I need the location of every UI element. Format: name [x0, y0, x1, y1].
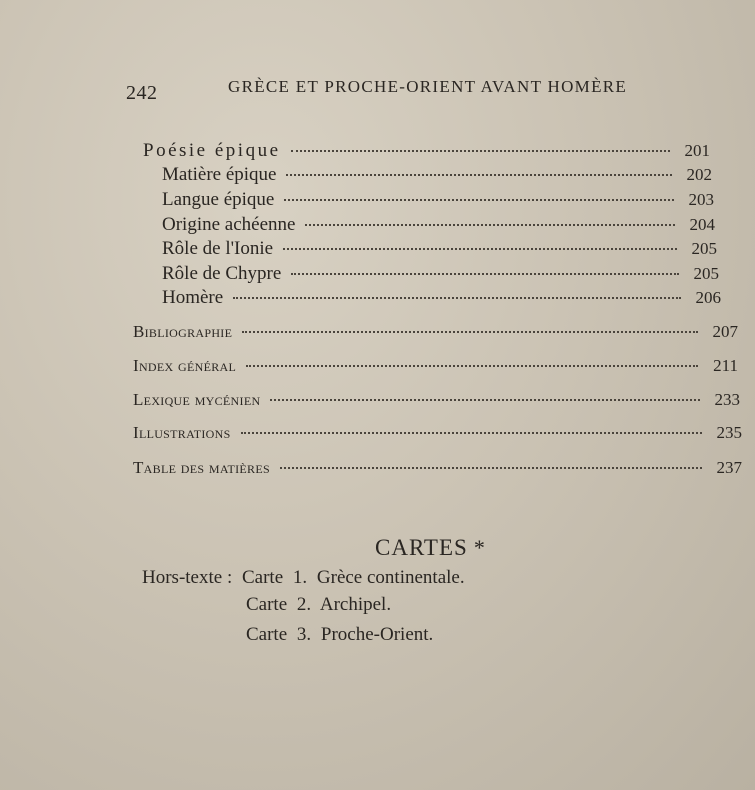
- map-entry: [246, 624, 438, 646]
- toc-entry: [133, 458, 742, 478]
- maps-heading: [375, 535, 486, 561]
- dot-leader: [246, 364, 698, 367]
- running-head: GRÈCE ET PROCHE-ORIENT AVANT HOMÈRE: [228, 77, 628, 96]
- toc-entry-page: 233: [714, 390, 740, 409]
- toc-entry-label: Matière épique: [162, 164, 277, 185]
- toc-entry: [133, 322, 738, 342]
- dot-leader: [233, 296, 681, 299]
- dot-leader: [291, 272, 679, 275]
- dot-leader: [305, 223, 675, 226]
- dot-leader: [242, 330, 698, 333]
- map-name: Archipel.: [319, 594, 392, 615]
- toc-entry-page: 206: [695, 288, 721, 307]
- map-number: 1.: [292, 567, 308, 588]
- dot-leader: [241, 431, 702, 434]
- map-carte-word: Carte: [241, 567, 284, 588]
- toc-entry: [133, 423, 742, 443]
- hors-texte-label: Hors-texte :: [142, 567, 233, 588]
- map-carte-word: Carte: [246, 594, 288, 615]
- dot-leader: [283, 247, 677, 250]
- toc-entry-page: 237: [716, 458, 742, 477]
- toc-entry: [162, 287, 721, 309]
- dot-leader: [284, 198, 674, 201]
- toc-entry-label: Table des matières: [133, 458, 270, 477]
- toc-entry-label: Homère: [162, 287, 224, 308]
- toc-entry: [162, 238, 717, 260]
- toc-entry: [133, 390, 740, 410]
- toc-entry-page: 205: [693, 264, 719, 283]
- toc-entry-page: 204: [689, 215, 715, 234]
- toc-entry-page: 203: [688, 190, 714, 209]
- footnote-star: *: [473, 535, 486, 560]
- toc-entry-page: 201: [684, 141, 710, 160]
- map-name: Grèce continentale.: [316, 567, 465, 588]
- toc-entry: [143, 140, 710, 162]
- toc-entry: [162, 164, 712, 186]
- toc-entry-label: Lexique mycénien: [133, 390, 261, 409]
- toc-entry-label: Rôle de l'Ionie: [162, 238, 274, 259]
- dot-leader: [280, 466, 702, 469]
- dot-leader: [270, 398, 700, 401]
- toc-entry-label: Index général: [133, 356, 237, 375]
- page-number: 242: [126, 82, 158, 104]
- toc-entry: [162, 214, 715, 236]
- map-name: Proche-Orient.: [320, 624, 434, 645]
- toc-entry-label: Rôle de Chypre: [162, 263, 282, 284]
- toc-entry-label: Poésie épique: [143, 140, 281, 161]
- toc-entry-page: 235: [716, 423, 742, 442]
- toc-entry-page: 205: [691, 239, 717, 258]
- maps-heading-text: CARTES: [375, 535, 468, 560]
- map-entry: [246, 594, 396, 616]
- toc-entry-page: 202: [686, 165, 712, 184]
- dot-leader: [286, 173, 672, 176]
- toc-entry-page: 207: [712, 322, 738, 341]
- map-entry: [142, 567, 470, 589]
- toc-entry-label: Langue épique: [162, 189, 275, 210]
- toc-entry-label: Bibliographie: [133, 322, 233, 341]
- toc-entry: [162, 189, 714, 211]
- toc-entry: [133, 356, 738, 376]
- toc-entry: [162, 263, 719, 285]
- toc-entry-label: Origine achéenne: [162, 214, 296, 235]
- map-number: 3.: [296, 624, 312, 645]
- map-number: 2.: [296, 594, 312, 615]
- toc-entry-page: 211: [713, 356, 738, 375]
- map-carte-word: Carte: [246, 624, 288, 645]
- dot-leader: [291, 149, 670, 152]
- toc-entry-label: Illustrations: [133, 423, 231, 442]
